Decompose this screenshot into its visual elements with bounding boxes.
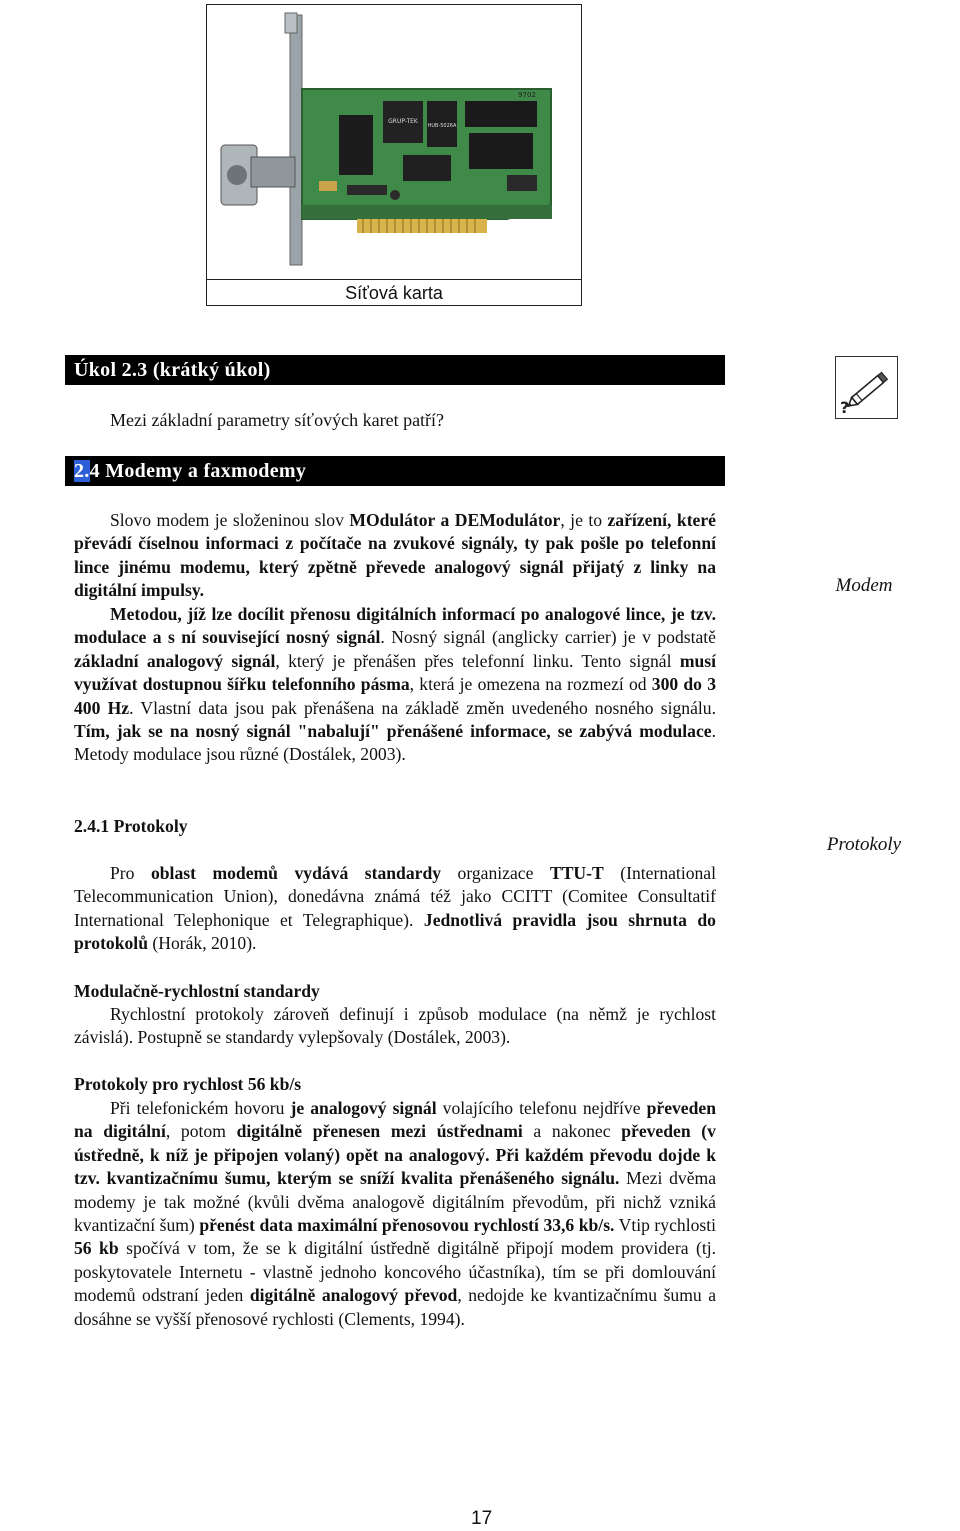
pencil-icon: [836, 357, 896, 417]
pencil-question-icon: [835, 356, 898, 419]
paragraph-modulation-standards: Rychlostní protokoly zároveň definují i způsob modulace (na němž je rychlost závislá). Postupně se standardy vylepšovaly (Dostálek, 2003).: [74, 1004, 716, 1048]
section-heading-prefix: 2.: [74, 460, 90, 482]
figure-network-card: [206, 4, 582, 306]
margin-note-modem: Modem: [835, 575, 893, 596]
subsection-heading-56kbs: Protokoly pro rychlost 56 kb/s: [74, 1074, 302, 1094]
subsection-heading-protocols: 2.4.1 Protokoly: [74, 816, 188, 836]
task-heading: Úkol 2.3 (krátký úkol): [65, 355, 725, 385]
chip-label-1: GRUP-TEK: [388, 118, 418, 125]
network-card-image: [207, 5, 581, 279]
page-number: 17: [471, 1508, 493, 1529]
figure-caption: Síťová karta: [207, 279, 581, 306]
svg-text:?: ?: [840, 398, 850, 417]
chip-label-2: HUB-5026A: [427, 123, 457, 129]
paragraph-modem-definition: Slovo modem je složeninou slov MOdulátor a DEModulátor, je to zařízení, které převádí číselnou informaci z počítače na zvukové signály, ty pak pošle po telefonní lince jinému modemu, který zpětně převede analogový signál přijatý z linky na digitální impulsy.: [74, 510, 716, 601]
section-heading: [65, 456, 725, 486]
paragraph-protocols: Pro oblast modemů vydává standardy organizace TTU-T (International Telecommunication Union), donedávna známá též jako CCITT (Comitee Consultatif International Telephonique et Telegraphique). Jednotlivá pravidla jsou shrnuta do protokolů (Horák, 2010).: [74, 863, 716, 954]
task-question: Mezi základní parametry síťových karet patří?: [110, 410, 445, 430]
paragraph-modulation: Metodou, jíž lze docílit přenosu digitálních informací po analogové lince, je tzv. modulace a s ní související nosný signál. Nosný signál (anglicky carrier) je v podstatě základní analogový signál, který je přenášen přes telefonní linku. Tento signál musí využívat dostupnou šířku telefonního pásma, která je omezena na rozmezí od 300 do 3 400 Hz. Vlastní data jsou pak přenášena na základě změn uvedeného nosného signálu. Tím, jak se na nosný signál "nabalují" přenášené informace, se zabývá modulace. Metody modulace jsou různé (Dostálek, 2003).: [74, 604, 716, 765]
board-label: 9702: [518, 91, 536, 99]
margin-note-protokoly: Protokoly: [826, 834, 902, 855]
section-heading-rest: 4 Modemy a faxmodemy: [89, 460, 307, 482]
subsection-heading-modulation-standards: Modulačně-rychlostní standardy: [74, 981, 320, 1001]
paragraph-56kbs: Při telefonickém hovoru je analogový signál volajícího telefonu nejdříve převeden na digitální, potom digitálně přenesen mezi ústřednami a nakonec převeden (v ústředně, k níž je připojen volaný) opět na analogový. Při každém převodu dojde k tzv. kvantizačnímu šumu, kterým se sníží kvalita přenášeného signálu. Mezi dvěma modemy je tak možné (kvůli dvěma analogově digitálním převodům, při nichž vzniká kvantizační šum) přenést data maximální přenosovou rychlostí 33,6 kb/s. Vtip rychlosti 56 kb spočívá v tom, že se k digitální ústředně digitálně připojí modem providera (tj. poskytovatele Internetu - vlastně jednoho koncového účastníka), tím se při domlouvání modemů odstraní jeden digitálně analogový převod, nedojde ke kvantizačnímu šumu a dosáhne se vyšší přenosové rychlosti (Clements, 1994).: [74, 1098, 717, 1329]
